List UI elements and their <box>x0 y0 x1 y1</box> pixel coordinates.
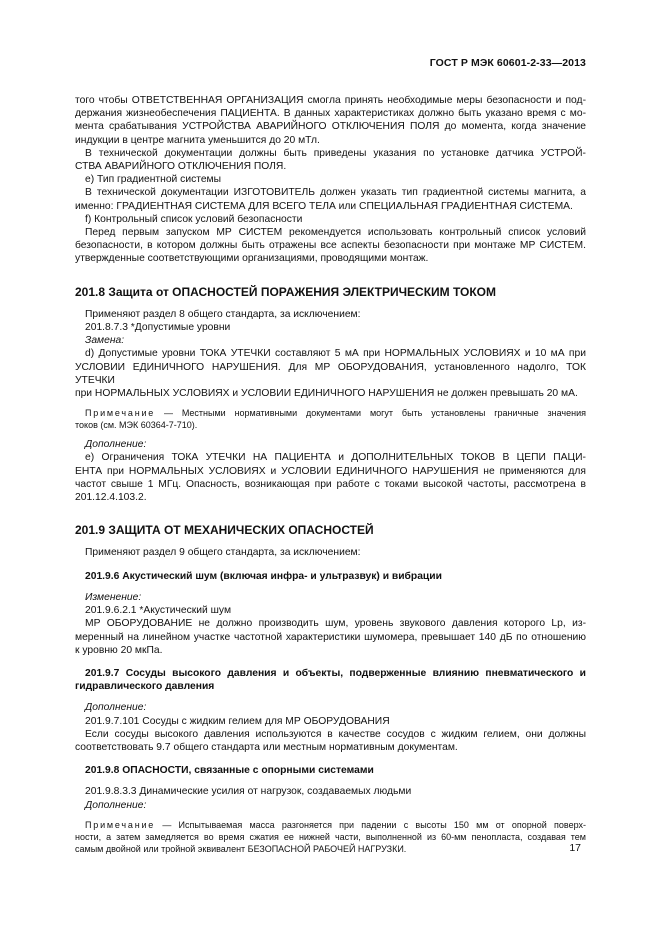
text-line: УСЛОВИИ ЕДИНИЧНОГО НАРУШЕНИЯ. Для МР ОБОРУДОВАНИЯ, установленного надолго, ТОК УТЕЧКИ <box>75 361 586 386</box>
text-line: утвержденные соответствующими организациями, проводящими монтаж. <box>75 253 429 265</box>
change-label: Изменение: <box>85 591 142 603</box>
addition-label: Дополнение: <box>85 702 147 714</box>
text-line: безопасности, в котором должны быть отражены все аспекты безопасности при монтаже МР СИСТЕМ. <box>75 240 586 252</box>
text-line: ЕНТА при НОРМАЛЬНЫХ УСЛОВИЯХ и УСЛОВИИ ЕДИНИЧНОГО НАРУШЕНИЯ не применяются для <box>75 465 586 477</box>
document-header: ГОСТ Р МЭК 60601-2-33—2013 <box>429 57 586 69</box>
text-line: СТВА АВАРИЙНОГО ОТКЛЮЧЕНИЯ ПОЛЯ. <box>75 161 287 173</box>
list-item-e: e) Тип градиентной системы <box>85 174 222 186</box>
note-block <box>75 407 586 431</box>
addition-label: Дополнение: <box>85 799 147 811</box>
text-line: В технической документации должны быть приведены указания по установке датчика УСТРОЙ- <box>85 147 586 159</box>
text-line: Применяют раздел 8 общего стандарта, за исключением: <box>85 308 361 320</box>
note-line: токов (см. МЭК 60364-7-710). <box>75 420 198 431</box>
note-block <box>75 819 586 855</box>
note-text: — Испытываемая масса разгоняется при падении с высоты 150 мм от опорной поверх- <box>155 819 586 830</box>
page-body <box>75 94 586 862</box>
text-line: В технической документации ИЗГОТОВИТЕЛЬ должен указать тип градиентной системы магнита, а <box>85 187 586 199</box>
note-line <box>75 819 586 831</box>
text-line: 201.12.4.103.2. <box>75 492 147 504</box>
text-line: Перед первым запуском МР СИСТЕМ рекомендуется использовать контрольный список условий <box>85 227 586 239</box>
text-line: держания жизнеобеспечения ПАЦИЕНТА. В данных характеристиках должно быть указано время с мо- <box>75 108 586 120</box>
text-line: e) Ограничения ТОКА УТЕЧКИ НА ПАЦИЕНТА и ДОПОЛНИТЕЛЬНЫХ ТОКОВ В ЦЕПИ ПАЦИ- <box>85 452 586 464</box>
text-line: к уровню 20 мкПа. <box>75 644 163 656</box>
subclause-title <box>75 321 586 334</box>
text-line: соответствовать 9.7 общего стандарта или местным нормативным документам. <box>75 741 458 753</box>
text-line: d) Допустимые уровни ТОКА УТЕЧКИ составляют 5 мА при НОРМАЛЬНЫХ УСЛОВИЯХ и 10 мА при <box>85 348 586 360</box>
note-label: Примечание <box>85 819 156 830</box>
subclause-text: 201.8.7.3 *Допустимые уровни <box>85 322 231 334</box>
subsection-heading-201-9-8: 201.9.8 ОПАСНОСТИ, связанные с опорными системами <box>85 765 374 777</box>
text-line: именно: ГРАДИЕНТНАЯ СИСТЕМА ДЛЯ ВСЕГО ТЕЛА или СПЕЦИАЛЬНАЯ ГРАДИЕНТНАЯ СИСТЕМА. <box>75 200 573 212</box>
note-text: — Местными нормативными документами могут быть установлены граничные значения <box>155 408 586 419</box>
text-line: мента срабатывания УСТРОЙСТВА АВАРИЙНОГО ОТКЛЮЧЕНИЯ ПОЛЯ до момента, когда значение <box>75 121 586 133</box>
replacement-label: Замена: <box>85 335 125 347</box>
section-heading-201-9: 201.9 ЗАЩИТА ОТ МЕХАНИЧЕСКИХ ОПАСНОСТЕЙ <box>75 523 374 538</box>
note-line: самым двойной или тройной эквивалент БЕЗОПАСНОЙ РАБОЧЕЙ НАГРУЗКИ. <box>75 843 407 854</box>
text-line: того чтобы ОТВЕТСТВЕННАЯ ОРГАНИЗАЦИЯ смогла принять необходимые меры безопасности и под- <box>75 95 586 106</box>
addition-label: Дополнение: <box>85 439 147 451</box>
note-label: Примечание <box>85 408 156 419</box>
subclause-title: 201.9.8.3.3 Динамические усилия от нагрузок, создаваемых людьми <box>85 786 412 798</box>
note-line <box>75 407 586 419</box>
section-heading-201-8: 201.8 Защита от ОПАСНОСТЕЙ ПОРАЖЕНИЯ ЭЛЕКТРИЧЕСКИМ ТОКОМ <box>75 284 496 299</box>
subclause-title: 201.9.7.101 Сосуды с жидким гелием для МР ОБОРУДОВАНИЯ <box>85 715 390 727</box>
subsection-heading-201-9-7: 201.9.7 Сосуды высокого давления и объекты, подверженные влиянию пневматического и <box>85 667 586 679</box>
text-line: частот свыше 1 МГц. Опасность, возникающая при работе с токами высокой частоты, рассмотрена в <box>75 478 586 490</box>
text-line: индукции в центре магнита уменьшится до 20 мТл. <box>75 134 320 146</box>
text-line: Применяют раздел 9 общего стандарта, за исключением: <box>85 547 361 559</box>
subsection-heading-201-9-6: 201.9.6 Акустический шум (включая инфра- и ультразвук) и вибрации <box>85 570 442 582</box>
text-line: МР ОБОРУДОВАНИЕ не должно производить шум, уровень звукового давления которого Lp, из- <box>85 618 586 630</box>
list-item-f: f) Контрольный список условий безопасности <box>85 213 303 225</box>
subsection-heading-cont: гидравлического давления <box>75 681 215 693</box>
note-line: ности, а затем замедляется во время сжатия ее нижней части, выполненной из 60-мм пенопласта, создавая тем <box>75 831 586 842</box>
subclause-title: 201.9.6.2.1 *Акустический шум <box>85 605 232 617</box>
text-line: Если сосуды высокого давления используются в качестве сосудов с жидким гелием, они должны <box>85 728 586 740</box>
page-number: 17 <box>569 842 581 854</box>
text-line: при НОРМАЛЬНЫХ УСЛОВИЯХ и УСЛОВИИ ЕДИНИЧНОГО НАРУШЕНИЯ не должен превышать 20 мА. <box>75 388 578 400</box>
text-line: меренный на линейном участке частотной характеристики шумомера, превышает 140 дБ по отношению <box>75 631 586 643</box>
